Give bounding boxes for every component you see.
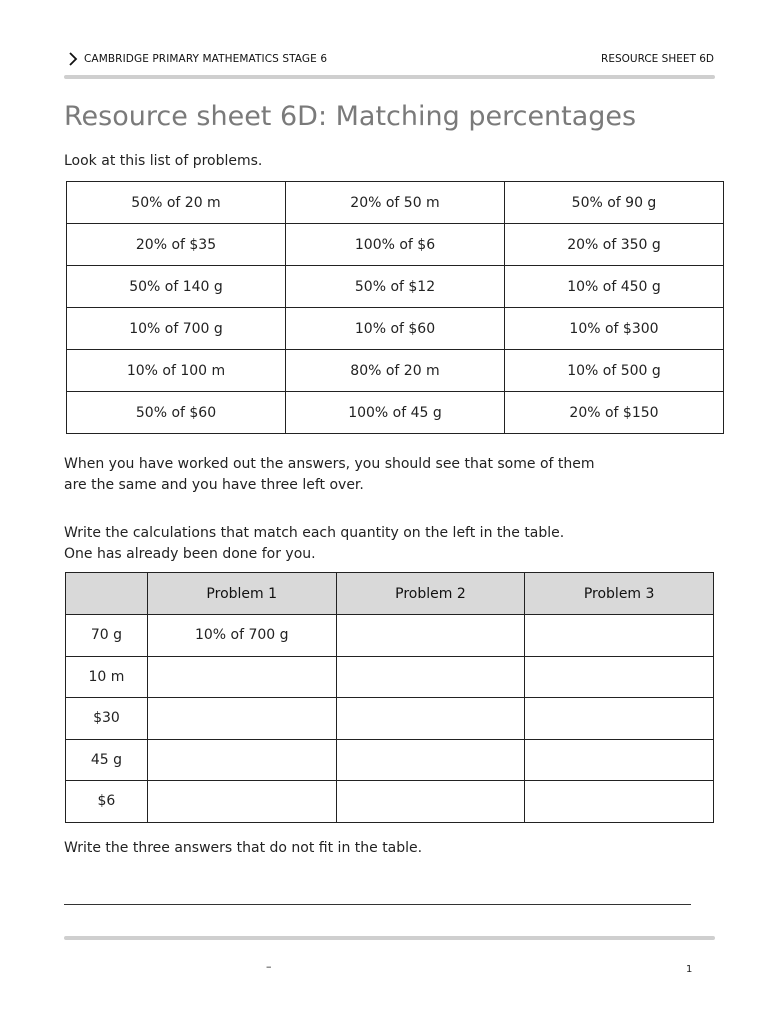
problem-cell: 20% of 350 g bbox=[505, 224, 724, 266]
header-cell-problem-3: Problem 3 bbox=[525, 573, 714, 615]
header-divider bbox=[64, 75, 715, 79]
problem-cell: 10% of $60 bbox=[286, 308, 505, 350]
chevron-right-icon bbox=[68, 52, 78, 66]
answer-table bbox=[65, 572, 714, 823]
answer-cell[interactable] bbox=[525, 739, 714, 781]
page-number: 1 bbox=[686, 964, 693, 975]
problem-cell: 20% of $35 bbox=[67, 224, 286, 266]
final-instruction: Write the three answers that do not fit in the table. bbox=[64, 840, 423, 856]
problem-cell: 50% of 90 g bbox=[505, 182, 724, 224]
quantity-cell: 10 m bbox=[66, 656, 148, 698]
table-header-row bbox=[66, 573, 714, 615]
table-row bbox=[67, 350, 724, 392]
answer-cell[interactable] bbox=[336, 781, 525, 823]
problem-cell: 80% of 20 m bbox=[286, 350, 505, 392]
answer-cell[interactable]: 10% of 700 g bbox=[147, 615, 336, 657]
table-row bbox=[67, 224, 724, 266]
note-line-1: When you have worked out the answers, you should see that some of them bbox=[64, 456, 595, 472]
answer-cell[interactable] bbox=[525, 781, 714, 823]
answer-cell[interactable] bbox=[336, 739, 525, 781]
quantity-cell: 70 g bbox=[66, 615, 148, 657]
answer-cell[interactable] bbox=[147, 698, 336, 740]
table-row bbox=[66, 615, 714, 657]
quantity-cell: $6 bbox=[66, 781, 148, 823]
intro-text: Look at this list of problems. bbox=[64, 153, 263, 169]
problem-cell: 10% of $300 bbox=[505, 308, 724, 350]
problem-cell: 100% of $6 bbox=[286, 224, 505, 266]
table-row bbox=[66, 698, 714, 740]
answer-cell[interactable] bbox=[336, 615, 525, 657]
page-title: Resource sheet 6D: Matching percentages bbox=[64, 101, 637, 132]
sheet-label: RESOURCE SHEET 6D bbox=[601, 53, 714, 65]
table-row bbox=[66, 739, 714, 781]
answer-cell[interactable] bbox=[147, 739, 336, 781]
footer-dash: – bbox=[266, 960, 272, 973]
answer-cell[interactable] bbox=[336, 698, 525, 740]
header-cell-problem-2: Problem 2 bbox=[336, 573, 525, 615]
table-row bbox=[66, 656, 714, 698]
answer-cell[interactable] bbox=[525, 615, 714, 657]
answer-cell[interactable] bbox=[147, 656, 336, 698]
instruction-line-2: One has already been done for you. bbox=[64, 546, 316, 562]
problem-cell: 10% of 500 g bbox=[505, 350, 724, 392]
problem-cell: 50% of $12 bbox=[286, 266, 505, 308]
problem-cell: 20% of $150 bbox=[505, 392, 724, 434]
answer-cell[interactable] bbox=[336, 656, 525, 698]
problem-cell: 100% of 45 g bbox=[286, 392, 505, 434]
table-row bbox=[67, 392, 724, 434]
header-cell-blank bbox=[66, 573, 148, 615]
note-line-2: are the same and you have three left over. bbox=[64, 477, 364, 493]
table-row bbox=[67, 266, 724, 308]
quantity-cell: 45 g bbox=[66, 739, 148, 781]
table-row bbox=[67, 182, 724, 224]
problem-cell: 20% of 50 m bbox=[286, 182, 505, 224]
problem-cell: 10% of 450 g bbox=[505, 266, 724, 308]
answer-writing-line[interactable] bbox=[64, 904, 691, 905]
instruction-line-1: Write the calculations that match each quantity on the left in the table. bbox=[64, 525, 565, 541]
series-title: CAMBRIDGE PRIMARY MATHEMATICS STAGE 6 bbox=[84, 53, 328, 65]
problem-cell: 10% of 100 m bbox=[67, 350, 286, 392]
problem-cell: 50% of 20 m bbox=[67, 182, 286, 224]
footer-divider bbox=[64, 936, 715, 940]
problem-cell: 50% of $60 bbox=[67, 392, 286, 434]
answer-cell[interactable] bbox=[147, 781, 336, 823]
header-cell-problem-1: Problem 1 bbox=[147, 573, 336, 615]
table-row bbox=[66, 781, 714, 823]
answer-cell[interactable] bbox=[525, 656, 714, 698]
quantity-cell: $30 bbox=[66, 698, 148, 740]
answer-cell[interactable] bbox=[525, 698, 714, 740]
problem-cell: 50% of 140 g bbox=[67, 266, 286, 308]
table-row bbox=[67, 308, 724, 350]
problems-table bbox=[66, 181, 724, 434]
problem-cell: 10% of 700 g bbox=[67, 308, 286, 350]
page-header bbox=[64, 50, 714, 70]
